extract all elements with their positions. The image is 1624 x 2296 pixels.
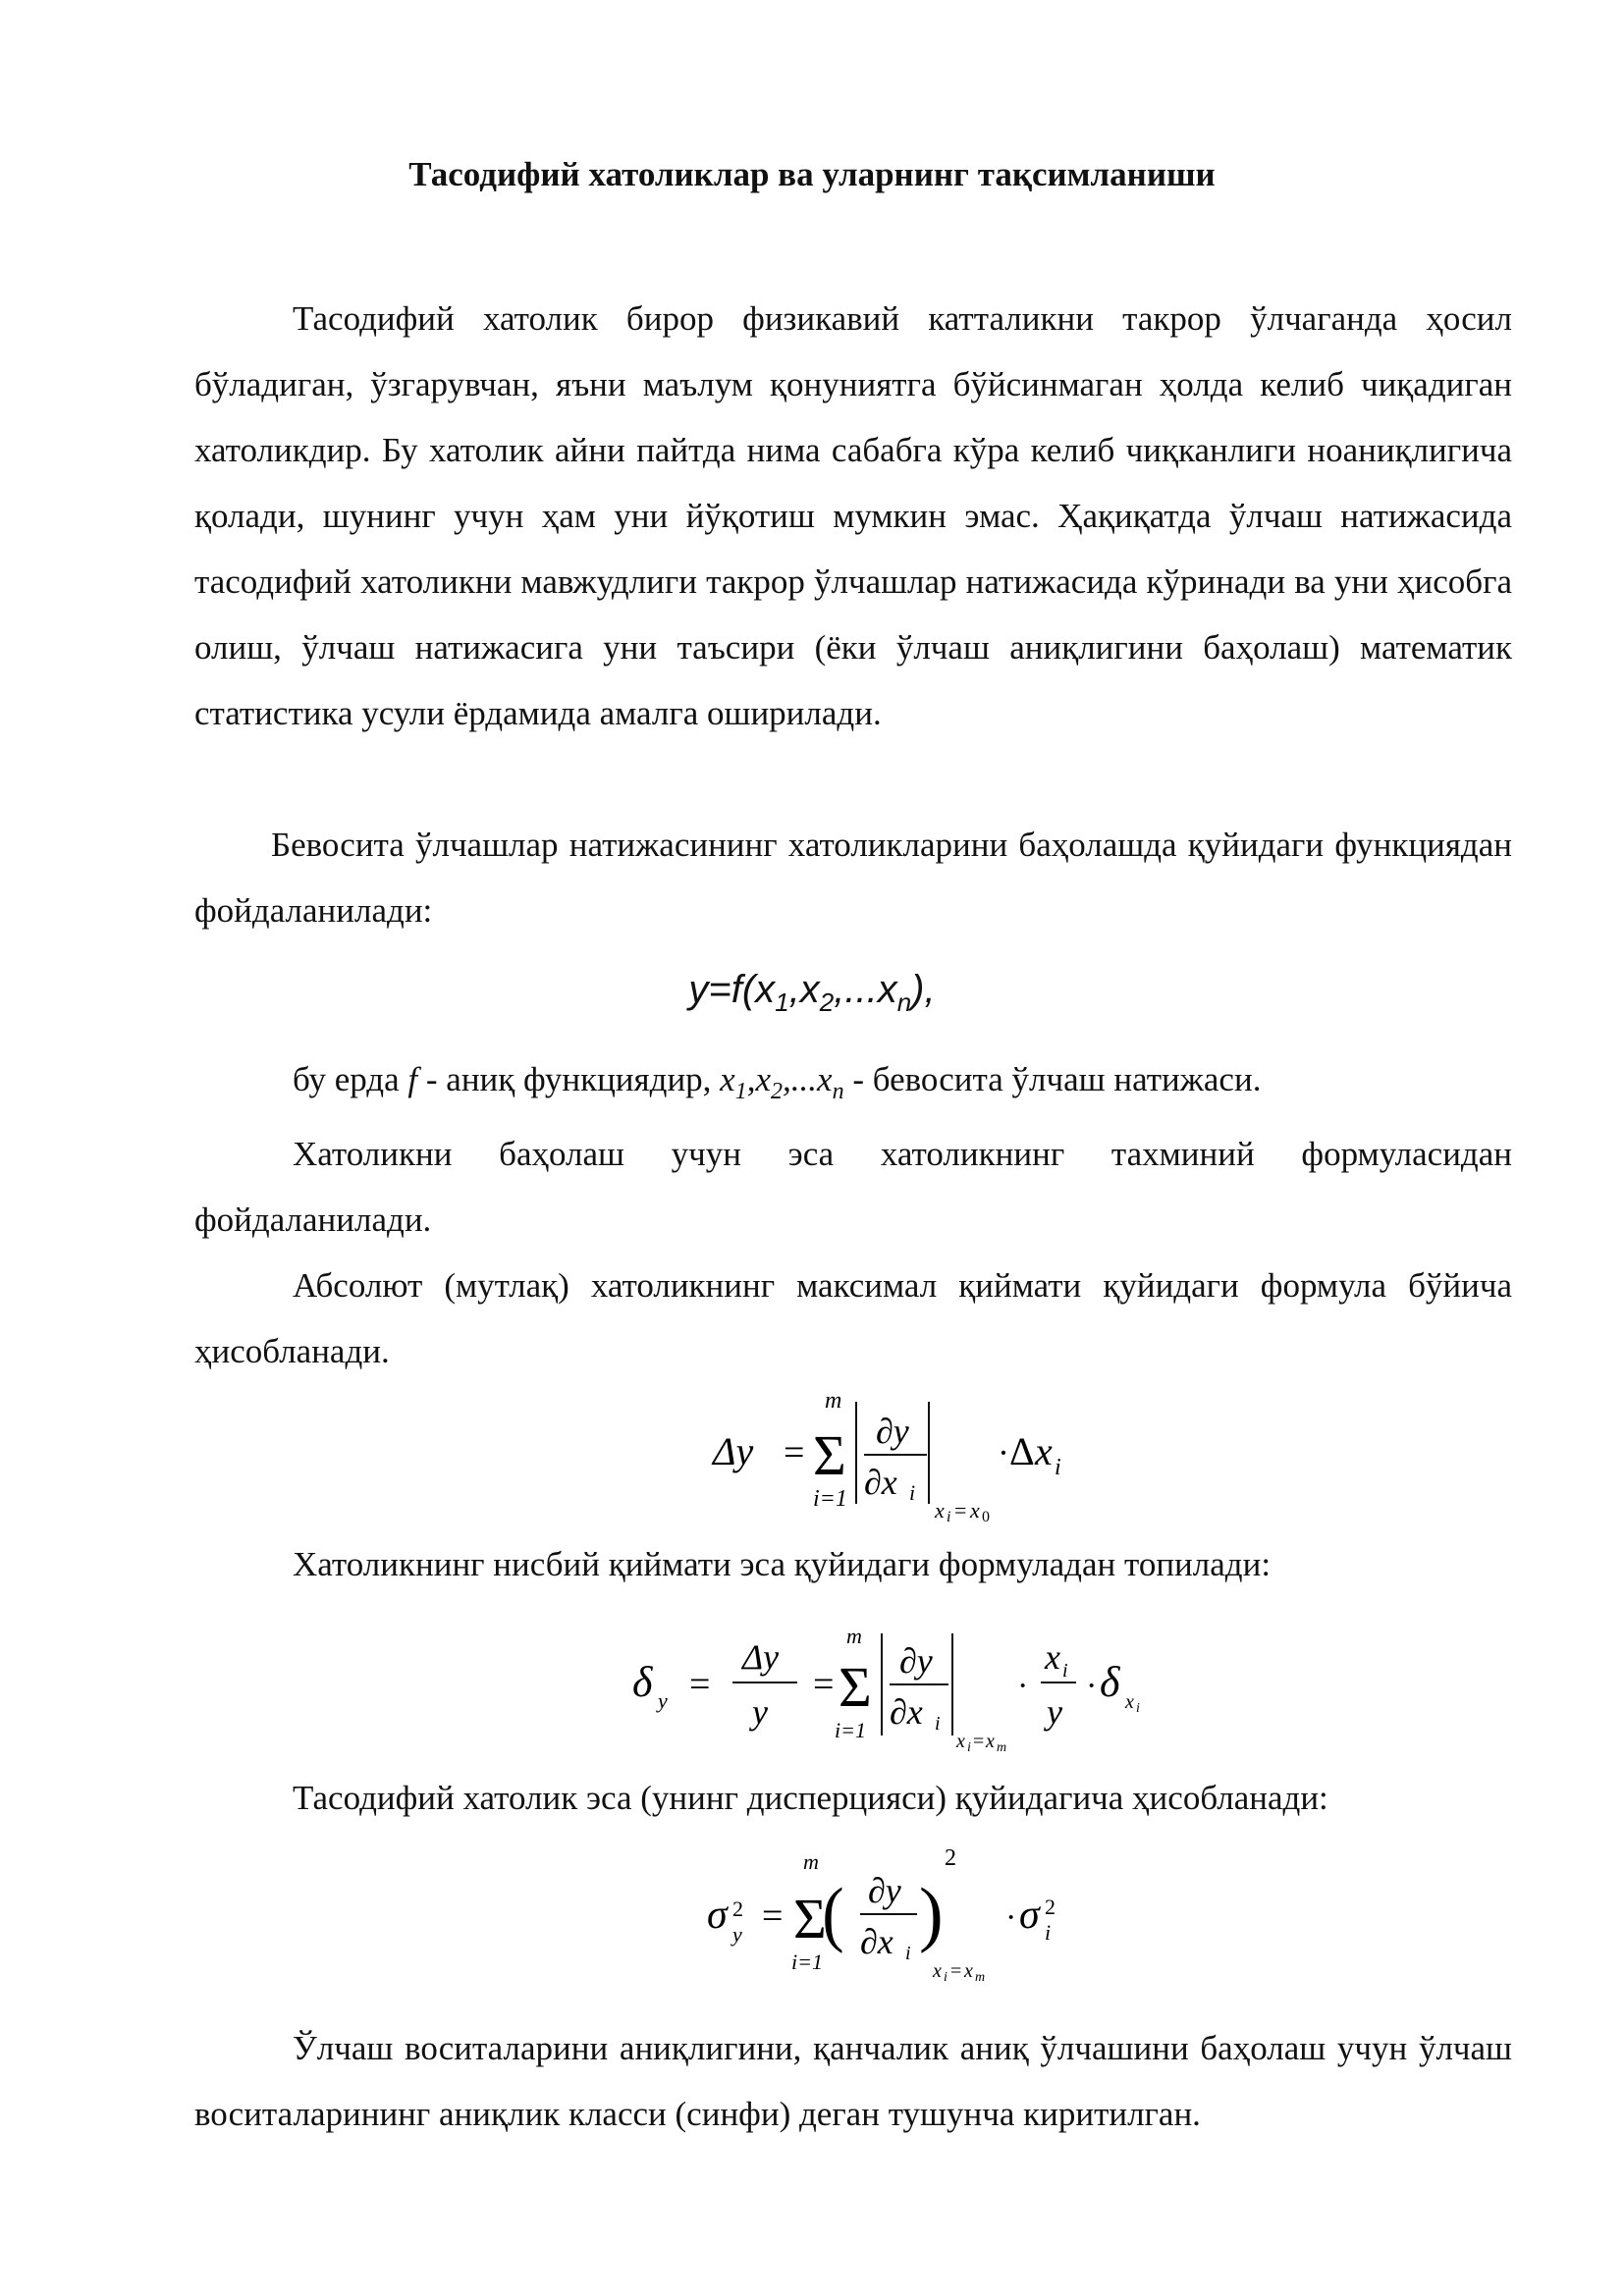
svg-text:=: = bbox=[973, 1731, 985, 1752]
svg-text:=: = bbox=[950, 1960, 962, 1982]
svg-text:y: y bbox=[732, 1922, 742, 1947]
svg-text:i=1: i=1 bbox=[791, 1949, 823, 1974]
svg-text:=: = bbox=[954, 1498, 967, 1522]
svg-text:x: x bbox=[986, 1731, 995, 1752]
svg-text:x: x bbox=[956, 1731, 965, 1752]
svg-text:m: m bbox=[975, 1970, 986, 1985]
svg-text:∂y: ∂y bbox=[868, 1871, 901, 1910]
svg-text:): ) bbox=[919, 1874, 944, 1954]
svg-text:∂y: ∂y bbox=[876, 1412, 909, 1451]
svg-text:m: m bbox=[803, 1849, 819, 1874]
svg-text:∂x: ∂x bbox=[860, 1922, 893, 1961]
svg-text:Δy: Δy bbox=[713, 1429, 754, 1473]
svg-text:·: · bbox=[1017, 1668, 1029, 1704]
svg-text:Δy: Δy bbox=[742, 1637, 780, 1677]
svg-text:i: i bbox=[944, 1970, 947, 1985]
variables-list: $x_1,x_2,...x_n$ bbox=[720, 1060, 844, 1104]
paragraph-7: Тасодифий хатолик эса (унинг дисперцияси) қуйидагича ҳисобланади: bbox=[293, 1779, 1328, 1817]
svg-text:x: x bbox=[970, 1498, 980, 1522]
svg-text:i: i bbox=[1055, 1455, 1061, 1480]
svg-text:Σ: Σ bbox=[839, 1655, 872, 1719]
svg-text:=: = bbox=[689, 1664, 711, 1705]
svg-text:·: · bbox=[998, 1433, 1009, 1472]
svg-text:i=1: i=1 bbox=[813, 1486, 847, 1512]
absolute-error-formula bbox=[707, 1384, 1100, 1536]
svg-text:=: = bbox=[784, 1432, 805, 1473]
svg-text:i: i bbox=[967, 1740, 971, 1755]
paragraph-6: Хатоликнинг нисбий қиймати эса қуйидаги формуладан топилади: bbox=[293, 1545, 1272, 1583]
paragraph-3: бу ерда f - аниқ функциядир, $x_1,x_2,...x_n$ - бевосита ўлчаш натижаси. bbox=[293, 1060, 1262, 1104]
function-equation: $y=f(x_1,x_2,...x_n)$, bbox=[688, 968, 936, 1017]
paragraph-4: Хатоликни баҳолаш учун эса хатоликнинг тахминий формуласидан фойдаланилади. bbox=[194, 1135, 1512, 1239]
svg-text:x: x bbox=[935, 1498, 945, 1522]
svg-text:i: i bbox=[1062, 1660, 1068, 1682]
paragraph-2: Бевосита ўлчашлар натижасининг хатоликларини баҳолашда қуйидаги функциядан фойдаланилади: bbox=[194, 826, 1512, 930]
svg-text:2: 2 bbox=[732, 1896, 743, 1921]
svg-text:Δ: Δ bbox=[1009, 1429, 1035, 1473]
page-title: Тасодифий хатоликлар ва уларнинг тақсимланиши bbox=[408, 155, 1216, 193]
svg-text:i: i bbox=[1136, 1701, 1140, 1716]
svg-text:2: 2 bbox=[945, 1845, 956, 1871]
svg-text:σ: σ bbox=[1019, 1893, 1040, 1938]
svg-text:i=1: i=1 bbox=[835, 1718, 866, 1742]
svg-text:∂y: ∂y bbox=[899, 1641, 933, 1681]
svg-text:x: x bbox=[933, 1960, 942, 1982]
svg-text:i: i bbox=[1045, 1920, 1052, 1945]
paragraph-1: Тасодифий хатолик бирор физикавий катталикни такрор ўлчаганда ҳосил бўладиган, ўзгарувчан, яъни маълум қонуниятга бўйсинмаган ҳолда келиб чиқадиган хатоликдир. Бу хатолик айни пайтда нима сабабга кўра келиб чиқканлиги ноаниқлигича қолади, шунинг учун ҳам уни йўқотиш мумкин эмас. Ҳақиқатда ўлчаш натижасида тасодифий хатоликни мавжудлиги такрор ўлчашлар натижасида кўринади ва уни ҳисобга олиш, ўлчаш натижасига уни таъсири (ёки ўлчаш аниқлигини баҳолаш) математик статистика усули ёрдамида амалга оширилади. bbox=[194, 299, 1512, 732]
relative-error-formula bbox=[628, 1610, 1178, 1762]
svg-text:∂x: ∂x bbox=[864, 1463, 897, 1502]
svg-text:x: x bbox=[1045, 1637, 1060, 1677]
svg-text:(: ( bbox=[822, 1873, 844, 1954]
svg-text:m: m bbox=[997, 1740, 1007, 1755]
svg-text:x: x bbox=[1035, 1429, 1053, 1473]
svg-text:=: = bbox=[762, 1896, 784, 1937]
paragraph-8: Ўлчаш воситаларини аниқлигини, қанчалик аниқ ўлчашини баҳолаш учун ўлчаш воситаларининг аниқлик класси (синфи) деган тушунча киритилган. bbox=[194, 2029, 1512, 2133]
svg-text:·: · bbox=[1086, 1668, 1098, 1704]
svg-text:x: x bbox=[1125, 1691, 1134, 1713]
svg-text:·: · bbox=[1005, 1899, 1017, 1936]
svg-text:m: m bbox=[846, 1624, 862, 1648]
svg-text:i: i bbox=[905, 1943, 911, 1964]
svg-text:2: 2 bbox=[1045, 1895, 1056, 1919]
svg-text:m: m bbox=[825, 1388, 842, 1414]
svg-text:σ: σ bbox=[707, 1893, 728, 1938]
svg-text:∂x: ∂x bbox=[890, 1692, 923, 1732]
svg-text:δ: δ bbox=[632, 1658, 653, 1706]
svg-text:Σ: Σ bbox=[813, 1423, 846, 1487]
svg-text:y: y bbox=[752, 1692, 768, 1732]
svg-text:x: x bbox=[964, 1960, 973, 1982]
svg-text:i: i bbox=[947, 1509, 951, 1525]
variance-formula bbox=[693, 1843, 1106, 1996]
svg-text:δ: δ bbox=[1100, 1658, 1120, 1706]
paragraph-5: Абсолют (мутлақ) хатоликнинг максимал қиймати қуйидаги формула бўйича ҳисобланади. bbox=[194, 1266, 1512, 1370]
svg-text:=: = bbox=[813, 1664, 835, 1705]
svg-text:i: i bbox=[935, 1713, 941, 1735]
svg-text:Σ: Σ bbox=[793, 1887, 827, 1950]
svg-text:i: i bbox=[909, 1480, 916, 1505]
svg-text:y: y bbox=[1047, 1692, 1062, 1732]
svg-text:0: 0 bbox=[982, 1509, 990, 1525]
svg-text:y: y bbox=[658, 1688, 668, 1713]
